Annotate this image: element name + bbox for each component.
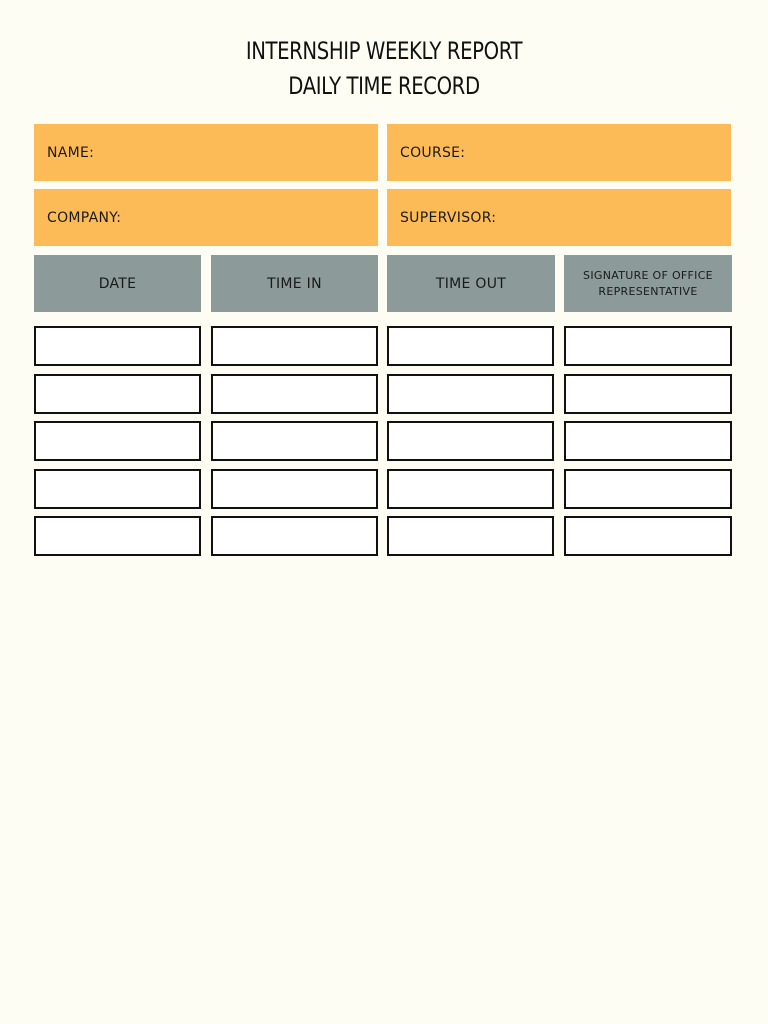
cell-signature[interactable] [564,374,732,414]
cell-time-in[interactable] [211,374,378,414]
cell-date[interactable] [34,374,201,414]
cell-signature[interactable] [564,421,732,461]
cell-time-in[interactable] [211,516,378,556]
column-header-time-out: TIME OUT [387,255,555,312]
cell-date[interactable] [34,469,201,509]
name-field[interactable]: NAME: [34,124,378,181]
column-header-date: DATE [34,255,201,312]
report-subtitle: DAILY TIME RECORD [288,72,480,100]
cell-date[interactable] [34,516,201,556]
supervisor-field[interactable]: SUPERVISOR: [387,189,731,246]
report-title: INTERNSHIP WEEKLY REPORT [245,37,523,65]
cell-time-in[interactable] [211,469,378,509]
cell-signature[interactable] [564,516,732,556]
cell-signature[interactable] [564,469,732,509]
cell-time-out[interactable] [387,374,554,414]
cell-time-out[interactable] [387,516,554,556]
column-header-time-in: TIME IN [211,255,378,312]
cell-signature[interactable] [564,326,732,366]
cell-date[interactable] [34,326,201,366]
company-field[interactable]: COMPANY: [34,189,378,246]
cell-time-in[interactable] [211,421,378,461]
cell-time-out[interactable] [387,421,554,461]
cell-date[interactable] [34,421,201,461]
cell-time-out[interactable] [387,326,554,366]
column-header-signature: SIGNATURE OF OFFICE REPRESENTATIVE [564,255,732,312]
course-field[interactable]: COURSE: [387,124,731,181]
cell-time-in[interactable] [211,326,378,366]
cell-time-out[interactable] [387,469,554,509]
